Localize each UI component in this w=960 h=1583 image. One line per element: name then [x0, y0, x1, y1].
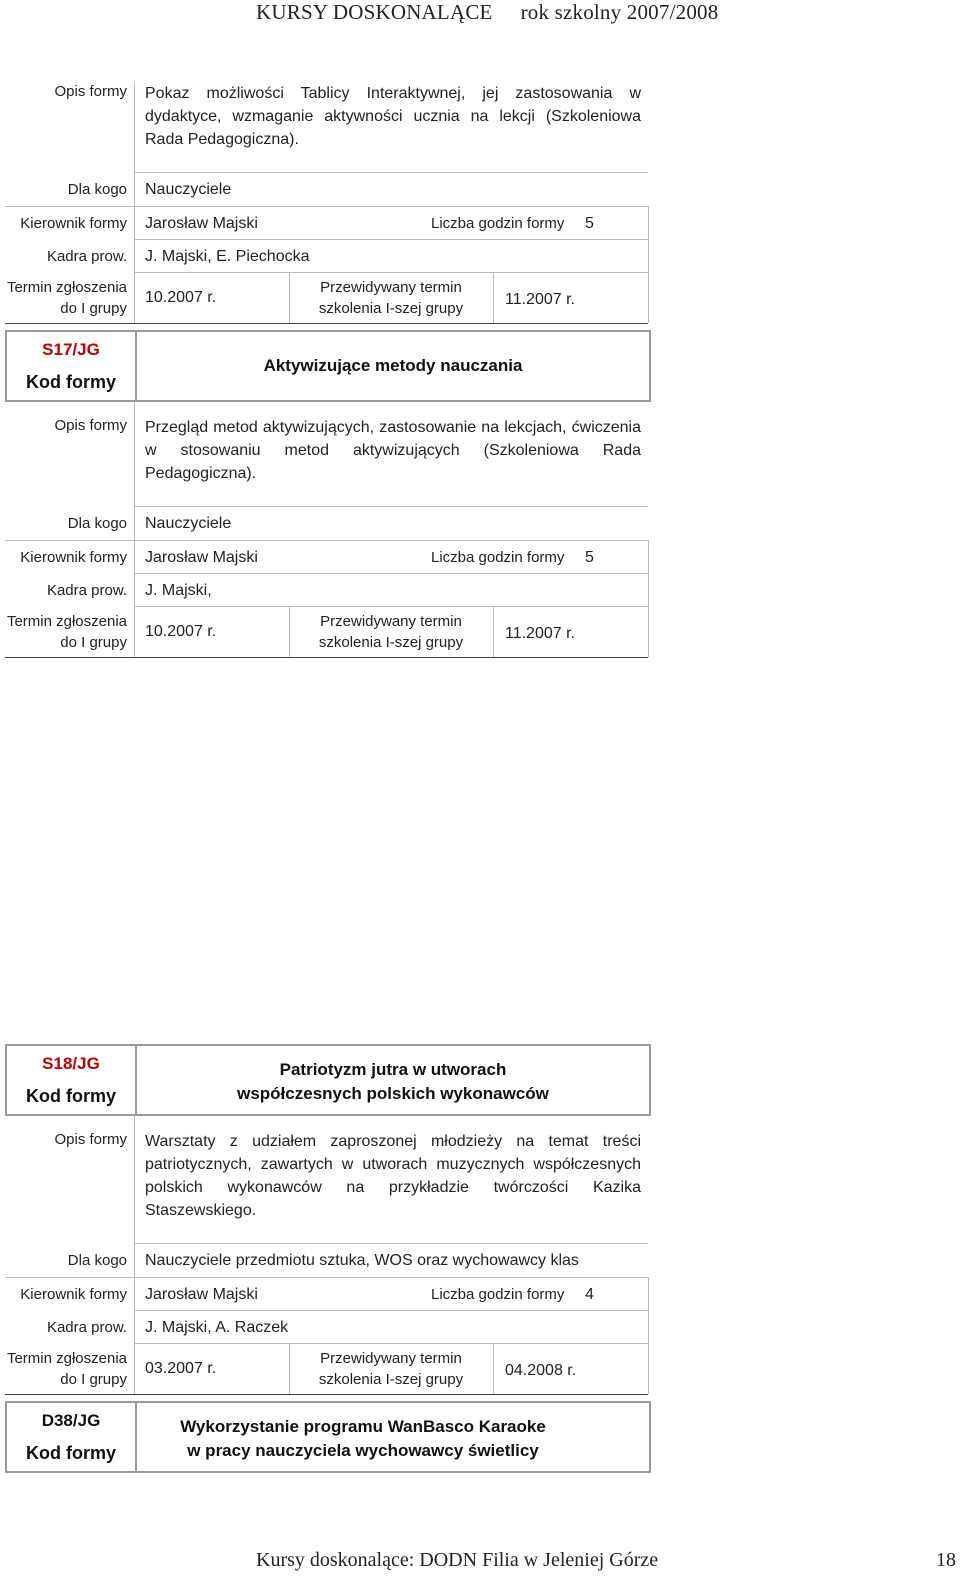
course-title-line-1: Wykorzystanie programu WanBasco Karaoke [180, 1417, 546, 1436]
course-description: Warsztaty z udziałem zaproszonej młodzieży na temat treści patriotycznych, zawartych w utworach muzycznych współczesnych polskich wykonawców na przykładzie twórczości Kazika Staszewskiego. [145, 1133, 641, 1219]
divider [134, 82, 135, 323]
audience-value: Nauczyciele [145, 181, 232, 198]
course-title-line-2: współczesnych polskich wykonawców [237, 1084, 549, 1103]
course-title-line-2: w pracy nauczyciela wychowawcy świetlicy [187, 1441, 539, 1460]
label-kod: Kod formy [26, 1086, 116, 1106]
course-code-box [5, 1044, 651, 1116]
divider [134, 172, 648, 173]
page-footer [256, 1549, 956, 1572]
staff-value: J. Majski, E. Piechocka [145, 248, 310, 265]
label-przewidywany-2: szkolenia I-szej grupy [318, 634, 464, 651]
label-opis: Opis formy [54, 1131, 127, 1148]
course-description: Przegląd metod aktywizujących, zastosowanie na lekcjach, ćwiczenia w stosowaniu metod aktywizujących (Szkoleniowa Rada Pedagogiczna). [145, 419, 641, 482]
audience-value: Nauczyciele przedmiotu sztuka, WOS oraz wychowawcy klas [145, 1252, 579, 1269]
label-dla-kogo: Dla kogo [67, 181, 127, 198]
label-liczba-godzin: Liczba godzin formy [431, 549, 565, 566]
divider [5, 657, 648, 658]
course-code-box [5, 1401, 651, 1473]
label-kadra: Kadra prow. [46, 582, 127, 599]
header-year: rok szkolny 2007/2008 [520, 0, 719, 24]
label-przewidywany-1: Przewidywany termin [320, 613, 462, 630]
divider [134, 1243, 648, 1244]
label-przewidywany-1: Przewidywany termin [320, 279, 462, 296]
leader-value: Jarosław Majski [145, 1286, 258, 1303]
leader-value: Jarosław Majski [145, 215, 258, 232]
training-date: 04.2008 r. [505, 1362, 577, 1379]
divider [134, 1343, 648, 1344]
divider [5, 540, 648, 541]
course-title-line-1: Patriotyzm jutra w utworach [279, 1060, 507, 1079]
label-przewidywany-1: Przewidywany termin [320, 1350, 462, 1367]
label-termin-1: Termin zgłoszenia [6, 279, 127, 296]
divider [648, 1277, 649, 1394]
page-header [256, 0, 718, 25]
label-opis: Opis formy [54, 417, 127, 434]
label-kierownik: Kierownik formy [20, 215, 127, 232]
registration-date: 10.2007 r. [145, 623, 217, 640]
label-kadra: Kadra prow. [46, 248, 127, 265]
label-termin-2: do I grupy [60, 1371, 127, 1388]
registration-date: 10.2007 r. [145, 289, 217, 306]
label-termin-2: do I grupy [60, 634, 127, 651]
label-liczba-godzin: Liczba godzin formy [431, 215, 565, 232]
divider [5, 323, 648, 324]
divider [5, 206, 648, 207]
divider [648, 206, 649, 323]
label-termin-1: Termin zgłoszenia [6, 613, 127, 630]
registration-date: 03.2007 r. [145, 1360, 217, 1377]
label-dla-kogo: Dla kogo [67, 515, 127, 532]
course-code: D38/JG [41, 1411, 101, 1430]
divider [5, 1277, 648, 1278]
label-kierownik: Kierownik formy [20, 1286, 127, 1303]
leader-value: Jarosław Majski [145, 549, 258, 566]
training-date: 11.2007 r. [505, 291, 575, 308]
divider [134, 272, 648, 273]
hours-value: 5 [585, 549, 594, 566]
page-number: 18 [936, 1549, 956, 1571]
audience-value: Nauczyciele [145, 515, 232, 532]
divider [134, 1310, 648, 1311]
header-title: KURSY DOSKONALĄCE [256, 0, 493, 24]
hours-value: 4 [585, 1286, 594, 1303]
divider [493, 272, 494, 323]
staff-value: J. Majski, A. Raczek [145, 1319, 289, 1336]
divider [134, 1116, 135, 1394]
label-dla-kogo: Dla kogo [67, 1252, 127, 1269]
hours-value: 5 [585, 215, 594, 232]
divider [134, 239, 648, 240]
divider [134, 402, 135, 657]
course-code-box [5, 330, 651, 402]
course-code: S18/JG [42, 1054, 100, 1073]
footer-text: Kursy doskonalące: DODN Filia w Jeleniej Górze [256, 1549, 659, 1571]
divider [134, 573, 648, 574]
course-title: Aktywizujące metody nauczania [263, 356, 523, 375]
label-opis: Opis formy [54, 83, 127, 100]
divider [493, 606, 494, 657]
course-code: S17/JG [42, 340, 100, 359]
label-kierownik: Kierownik formy [20, 549, 127, 566]
label-kadra: Kadra prow. [46, 1319, 127, 1336]
label-liczba-godzin: Liczba godzin formy [431, 1286, 565, 1303]
label-termin-1: Termin zgłoszenia [6, 1350, 127, 1367]
divider [5, 1394, 648, 1395]
training-date: 11.2007 r. [505, 625, 575, 642]
course-description: Pokaz możliwości Tablicy Interaktywnej, jej zastosowania w dydaktyce, wzmaganie aktywności ucznia na lekcji (Szkoleniowa Rada Pedagogiczna). [145, 85, 641, 148]
label-kod: Kod formy [26, 372, 116, 392]
label-kod: Kod formy [26, 1443, 116, 1463]
label-termin-2: do I grupy [60, 300, 127, 317]
divider [648, 540, 649, 657]
staff-value: J. Majski, [145, 582, 212, 599]
divider [493, 1343, 494, 1394]
label-przewidywany-2: szkolenia I-szej grupy [318, 300, 464, 317]
divider [134, 506, 648, 507]
label-przewidywany-2: szkolenia I-szej grupy [318, 1371, 464, 1388]
divider [134, 606, 648, 607]
